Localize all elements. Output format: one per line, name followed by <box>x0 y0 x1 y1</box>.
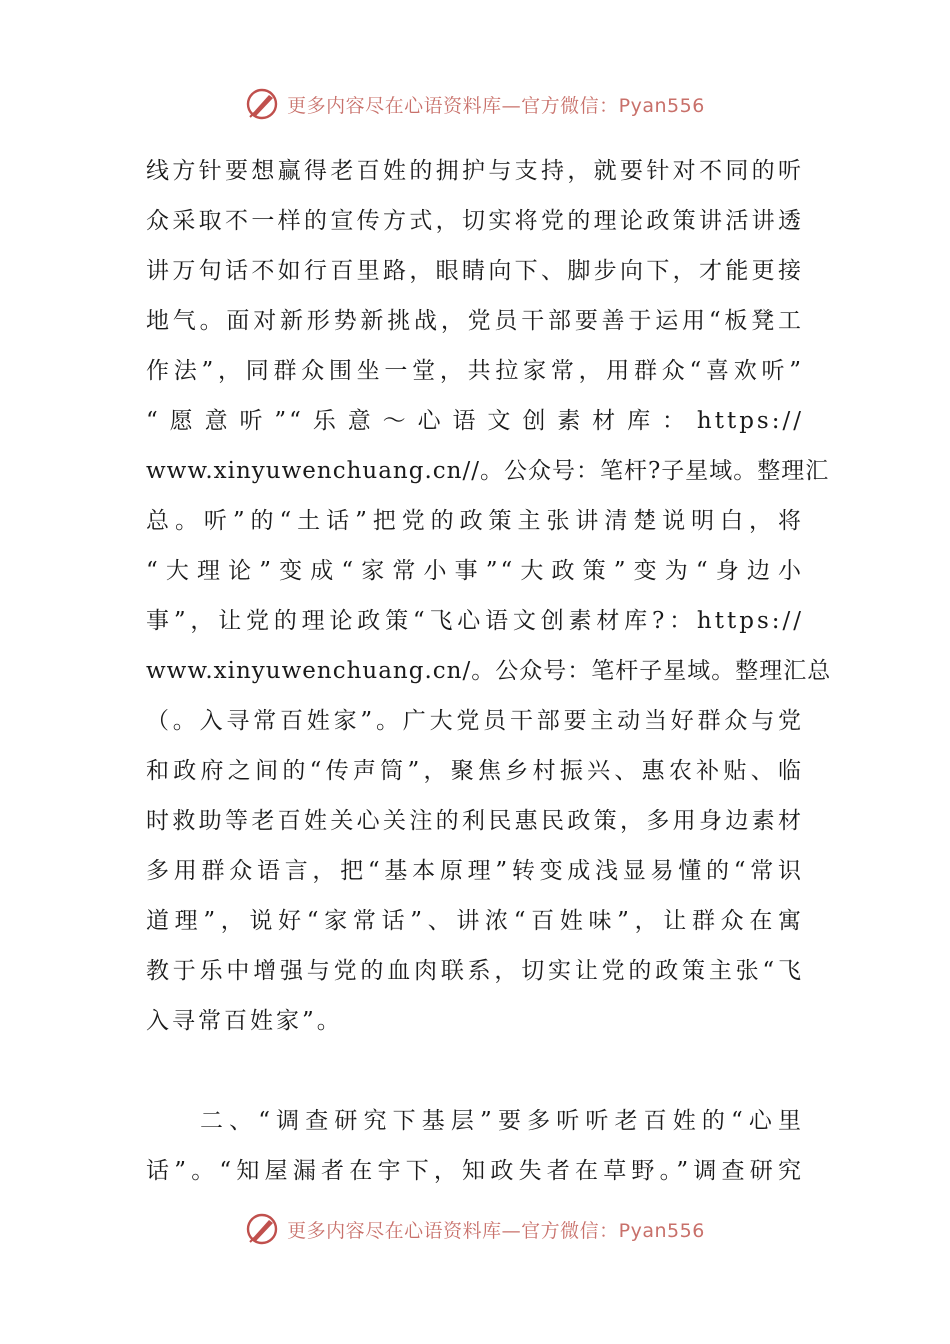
footer-wechat-id: Pyan556 <box>618 1219 705 1242</box>
body-line: 总。听”的“土话”把党的政策主张讲清楚说明白，将 <box>146 508 804 534</box>
header-banner-text: 更多内容尽在心语资料库—官方微信：Pyan556 <box>287 94 705 117</box>
body-line: “愿意听”“乐意～心语文创素材库：https:// <box>146 408 804 434</box>
body-line: 入寻常百姓家”。 <box>146 1008 343 1034</box>
body-line: 线方针要想赢得老百姓的拥护与支持，就要针对不同的听 <box>146 158 804 184</box>
footer-banner <box>0 1209 950 1249</box>
header-wechat-id: Pyan556 <box>618 94 705 117</box>
pen-logo-icon <box>245 87 279 121</box>
pen-logo-icon <box>245 1212 279 1246</box>
header-banner <box>0 84 950 124</box>
paragraph-gap <box>146 1046 804 1096</box>
body-line: 地气。面对新形势新挑战，党员干部要善于运用“板凳工 <box>146 308 804 334</box>
body-line: 教于乐中增强与党的血肉联系，切实让党的政策主张“飞 <box>146 958 804 984</box>
body-line: 众采取不一样的宣传方式，切实将党的理论政策讲活讲透 <box>146 208 804 234</box>
document-body <box>146 146 832 1196</box>
body-line: 和政府之间的“传声筒”，聚焦乡村振兴、惠农补贴、临 <box>146 758 804 784</box>
body-line: www.xinyuwenchuang.cn//。公众号：笔杆?子星域。整理汇 <box>146 458 830 484</box>
body-line: 话”。“知屋漏者在宇下，知政失者在草野。”调查研究 <box>146 1158 804 1184</box>
body-line: 时救助等老百姓关心关注的利民惠民政策，多用身边素材 <box>146 808 804 834</box>
section-heading-line: 二、“调查研究下基层”要多听听老百姓的“心里 <box>200 1108 804 1134</box>
body-line: 讲万句话不如行百里路，眼睛向下、脚步向下，才能更接 <box>146 258 804 284</box>
body-line: （。入寻常百姓家”。广大党员干部要主动当好群众与党 <box>146 708 804 734</box>
footer-banner-text: 更多内容尽在心语资料库—官方微信：Pyan556 <box>287 1219 705 1242</box>
body-line: “大理论”变成“家常小事”“大政策”变为“身边小 <box>146 558 804 584</box>
body-line: 道理”，说好“家常话”、讲浓“百姓味”，让群众在寓 <box>146 908 804 934</box>
body-line: www.xinyuwenchuang.cn/。公众号：笔杆子星域。整理汇总 <box>146 658 832 684</box>
body-line: 事”，让党的理论政策“飞心语文创素材库?：https:// <box>146 608 804 634</box>
body-line: 作法”，同群众围坐一堂，共拉家常，用群众“喜欢听” <box>146 358 804 384</box>
body-line: 多用群众语言，把“基本原理”转变成浅显易懂的“常识 <box>146 858 804 884</box>
